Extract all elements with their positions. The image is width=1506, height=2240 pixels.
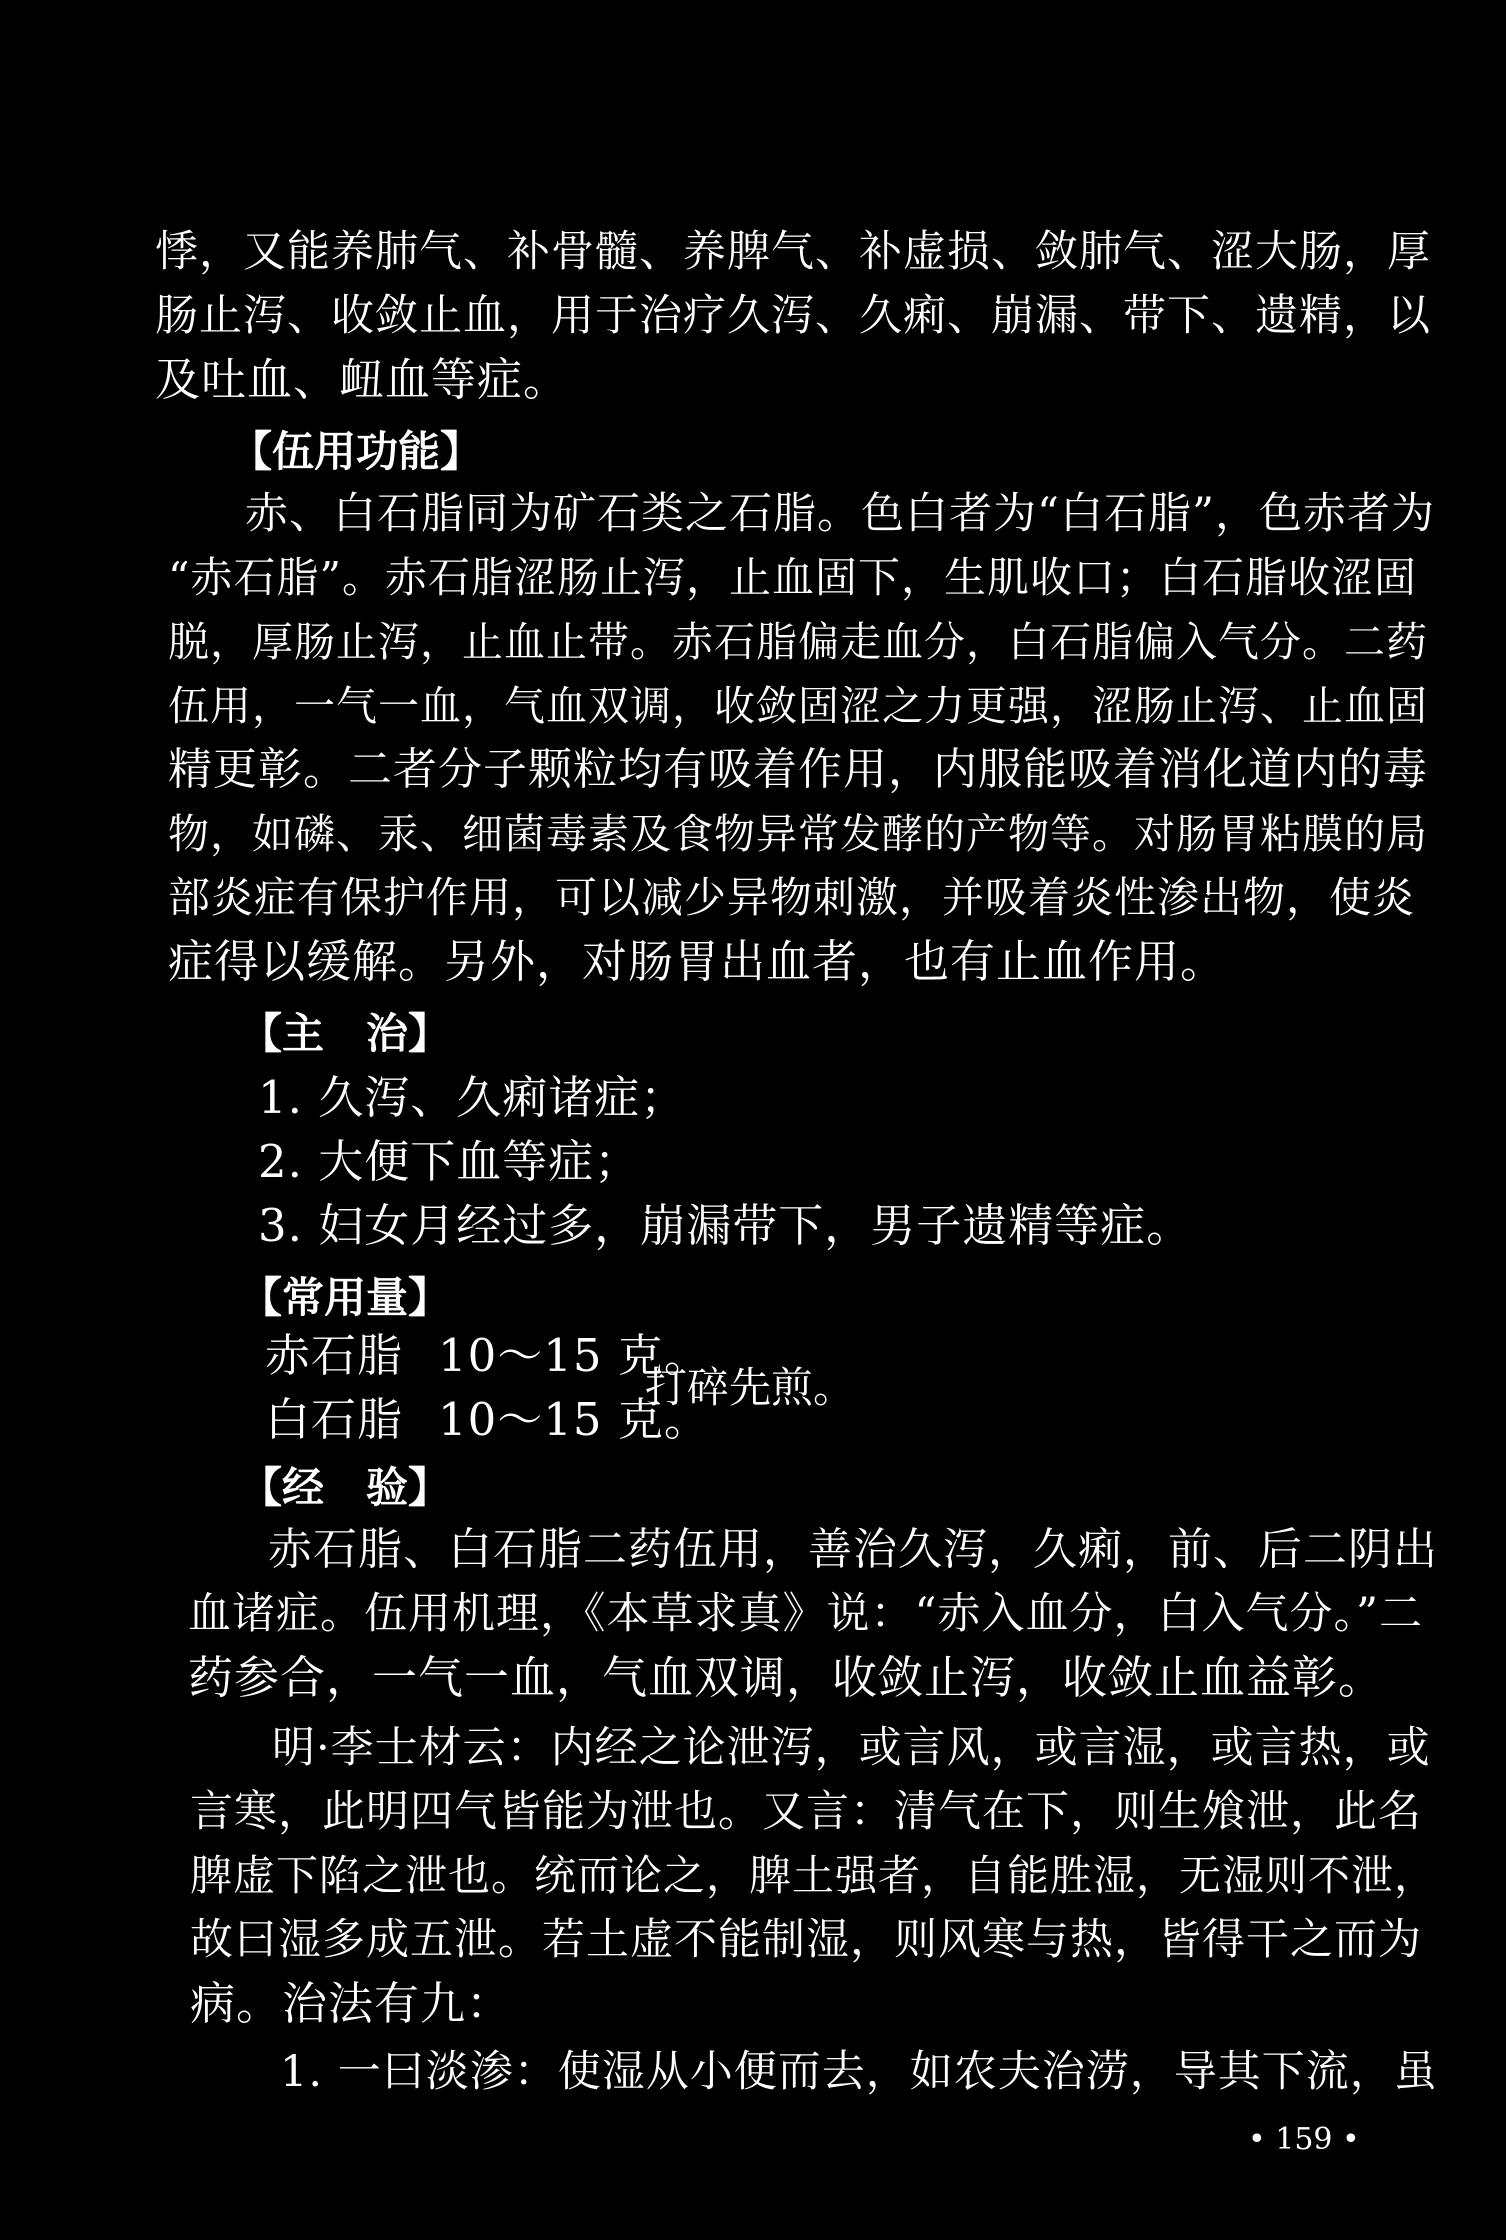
- paragraph-line: 赤石脂、白石脂二药伍用，善治久泻，久痢，前、后二阴出: [268, 1524, 1438, 1575]
- dosage-note: 打碎先煎。: [645, 1363, 856, 1412]
- dosage-amount: 10～15 克。: [438, 1393, 710, 1446]
- paragraph-line: 故曰湿多成五泄。若土虚不能制湿，则风寒与热，皆得干之而为: [190, 1915, 1422, 1965]
- paragraph-line: “赤石脂”。赤石脂涩肠止泻，止血固下，生肌收口；白石脂收涩固: [168, 553, 1417, 602]
- dosage-amount: 10～15 克。: [438, 1329, 710, 1382]
- paragraph-line: 精更彰。二者分子颗粒均有吸着作用，内服能吸着消化道内的毒: [168, 744, 1428, 795]
- section-heading-combination: 【伍用功能】: [230, 427, 483, 476]
- paragraph-line: 部炎症有保护作用，可以减少异物刺激，并吸着炎性渗出物，使炎: [168, 873, 1416, 922]
- intro-line: 悸，又能养肺气、补骨髓、养脾气、补虚损、敛肺气、涩大肠，厚: [155, 227, 1431, 277]
- section-heading-indications: 【主 治】: [240, 1009, 451, 1058]
- paragraph-line: 病。治法有九：: [190, 1977, 513, 2030]
- page-number: • 159 •: [1248, 2122, 1360, 2157]
- section-heading-dosage: 【常用量】: [240, 1273, 451, 1322]
- paragraph-line: 伍用，一气一血，气血双调，收敛固涩之力更强，涩肠止泻、止血固: [168, 682, 1428, 730]
- paragraph-line: 脾虚下陷之泄也。统而论之，脾土强者，自能胜湿，无湿则不泄，: [190, 1851, 1438, 1900]
- paragraph-line: 脱，厚肠止泻，止血止带。赤石脂偏走血分，白石脂偏入气分。二药: [168, 618, 1428, 666]
- paragraph-line: 血诸症。伍用机理，《本草求真》说：“赤入血分，白入气分。”二: [188, 1589, 1423, 1639]
- paragraph-line: 物，如磷、汞、细菌毒素及食物异常发酵的产物等。对肠胃粘膜的局: [168, 810, 1428, 858]
- list-item: 2. 大便下血等症；: [258, 1135, 641, 1188]
- list-item: 1. 久泻、久痢诸症；: [258, 1071, 687, 1124]
- paragraph-line: 症得以缓解。另外，对肠胃出血者，也有止血作用。: [168, 935, 1227, 988]
- paragraph-line: 赤、白石脂同为矿石类之石脂。色白者为“白石脂”，色赤者为: [245, 489, 1435, 539]
- intro-line: 肠止泻、收敛止血，用于治疗久泻、久痢、崩漏、带下、遗精，以: [155, 291, 1431, 341]
- list-item: 1. 一曰淡渗：使湿从小便而去，如农夫治涝，导其下流，虽: [280, 2047, 1438, 2097]
- list-item: 3. 妇女月经过多，崩漏带下，男子遗精等症。: [258, 1199, 1193, 1252]
- dosage-herb: 赤石脂: [265, 1329, 404, 1382]
- intro-line: 及吐血、衄血等症。: [155, 353, 570, 406]
- paragraph-line: 言寒，此明四气皆能为泄也。又言：清气在下，则生飧泄，此名: [190, 1787, 1422, 1837]
- paragraph-line: 药参合，一气一血，气血双调，收敛止泻，收敛止血益彰。: [188, 1651, 1385, 1704]
- section-heading-experience: 【经 验】: [240, 1463, 451, 1512]
- dosage-herb: 白石脂: [265, 1393, 404, 1446]
- paragraph-line: 明·李士材云：内经之论泄泻，或言风，或言湿，或言热，或: [272, 1723, 1431, 1773]
